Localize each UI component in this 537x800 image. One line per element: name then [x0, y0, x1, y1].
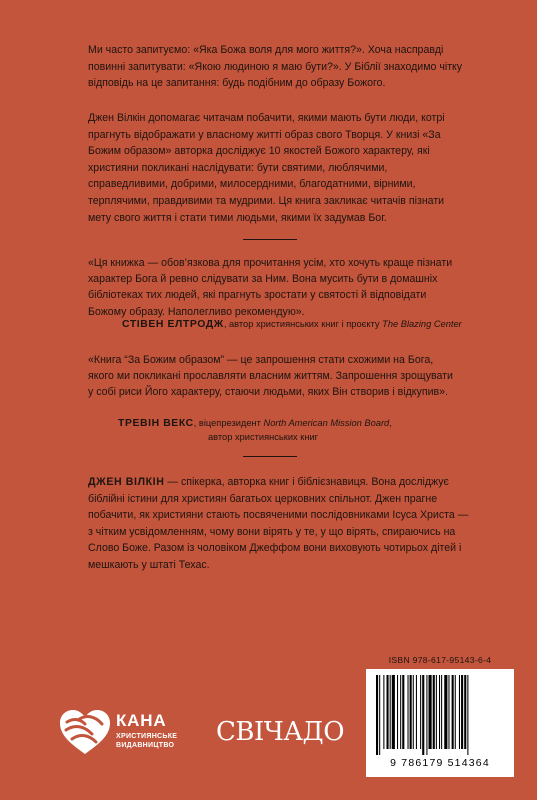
reviewer-role-line-2: автор християнських книг — [208, 432, 319, 442]
reviewer-name: ТРЕВІН ВЕКС — [118, 418, 194, 429]
barcode-bar — [410, 675, 412, 749]
barcode-bar — [455, 675, 456, 749]
barcode-bar — [448, 675, 449, 749]
kana-subtitle-line-2: ВИДАВНИЦТВО — [116, 742, 175, 749]
intro-paragraph-2: Джен Вілкін допомагає читачам побачити, якими мають бути люди, котрі прагнуть відображати у власному житті образ свого Творця. У книзі «За Божим образом» авторка досліджує 10 якостей Божого характеру, які християни покликані наслідувати: бути святими, люблячими, справедливими, добрими, милосердними, благодатними, вірними, терплячими, правдивими та мудрими. Ця книга закликає читачів пізнати мету свого життя і стати тими людьми, якими їх задумав Бог. — [88, 112, 445, 224]
intro-paragraph-1: Ми часто запитуємо: «Яка Божа воля для мого життя?». Хоча насправді повинні запитувати: «Якою людиною я маю бути?». У Біблії знаходимо чітку відповідь на це запитання: будь подібним до образу Божого. — [88, 44, 463, 90]
kana-subtitle-line-1: ХРИСТИЯНСЬКЕ — [116, 733, 178, 740]
reviewer-name: СТІВЕН ЕЛТРОДЖ — [122, 319, 224, 330]
barcode-bar — [413, 675, 414, 749]
barcode-bar — [392, 675, 395, 749]
isbn-label: ISBN 978-617-95143-6-4 — [388, 655, 492, 665]
isbn-barcode — [366, 655, 514, 779]
barcode-digits: 9 786179 514364 — [390, 757, 490, 769]
barcode-bar — [467, 675, 468, 755]
author-bio — [88, 474, 470, 574]
barcode-bar — [390, 675, 391, 749]
barcode-bar — [461, 675, 463, 749]
kana-name: КАНА — [116, 711, 167, 730]
barcode-bar — [464, 675, 466, 749]
barcode-bar — [439, 675, 440, 749]
author-bio-text: — спікерка, авторка книг і біблієзнавиця. Вона досліджує біблійні істини для християн багатьох церковних спільнот. Джен прагне побачити, як християни стають посвяченими послідовниками Ісуса Христа — з чітким усвідомленням, чому вони вірять у те, у що вірять, спираючись на Слово Боже. Разом із чоловіком Джеффом вони виховують чотирьох дітей і мешкають у штаті Техас. — [88, 476, 469, 571]
divider — [243, 239, 297, 240]
barcode-bar — [416, 675, 417, 749]
reviewer-role: , автор християнських книг і проєкту — [223, 319, 383, 329]
barcode-bar — [397, 675, 398, 749]
barcode-bar — [459, 675, 460, 749]
kana-publisher-logo — [58, 708, 178, 758]
barcode-panel — [366, 669, 514, 777]
svichado-publisher-logo — [216, 713, 345, 759]
barcode-bar — [426, 675, 427, 755]
barcode-bar — [387, 675, 389, 749]
barcode-bar — [436, 675, 437, 749]
divider — [243, 456, 297, 457]
barcode-bar — [379, 675, 380, 755]
barcode-bar — [422, 675, 424, 755]
barcode-bar — [400, 675, 401, 749]
barcode-bar — [420, 675, 421, 749]
barcode-bar — [441, 675, 442, 749]
barcode-bar — [433, 675, 435, 749]
review-attribution-1 — [122, 317, 462, 332]
reviewer-organization: North American Mission Board — [263, 418, 390, 428]
barcode-bar — [444, 675, 447, 749]
review-quote-2: «Книга “За Божим образом” — це запрошення стати схожими на Бога, якого ми покликані прославляти власним життям. Запрошення зрощувати у собі риси Його характеру, стаючи людьми, яких Він створив і відкупив». — [88, 354, 453, 399]
kana-subtitle — [116, 732, 177, 750]
author-name: ДЖЕН ВІЛКІН — [88, 476, 165, 488]
reviewer-role: , віцепрезидент — [193, 418, 264, 428]
barcode-bar — [429, 675, 432, 749]
barcode-bar — [452, 675, 454, 749]
svichado-wordmark: СВІЧАДО — [216, 717, 345, 747]
review-attribution-2: ТРЕВІН ВЕКС, віцепрезидент North American Mission Board, — [118, 418, 392, 429]
barcode-bar — [402, 675, 404, 749]
barcode-bar — [376, 675, 378, 755]
heart-logo-icon — [58, 708, 112, 756]
barcode-bar — [408, 675, 409, 749]
barcode-bars — [376, 675, 504, 755]
barcode-bar — [383, 675, 384, 749]
reviewer-project: The Blazing Center — [382, 319, 462, 329]
review-quote-1: «Ця книжка — обов’язкова для прочитання усім, хто хочуть краще пізнати характер Бога й ревно слідувати за Ним. Вона мусить бути в домашніх бібліотеках тих людей, які прагнуть зростати у святості й відповідати Божому образу. Наполегливо рекомендую». — [88, 257, 453, 318]
